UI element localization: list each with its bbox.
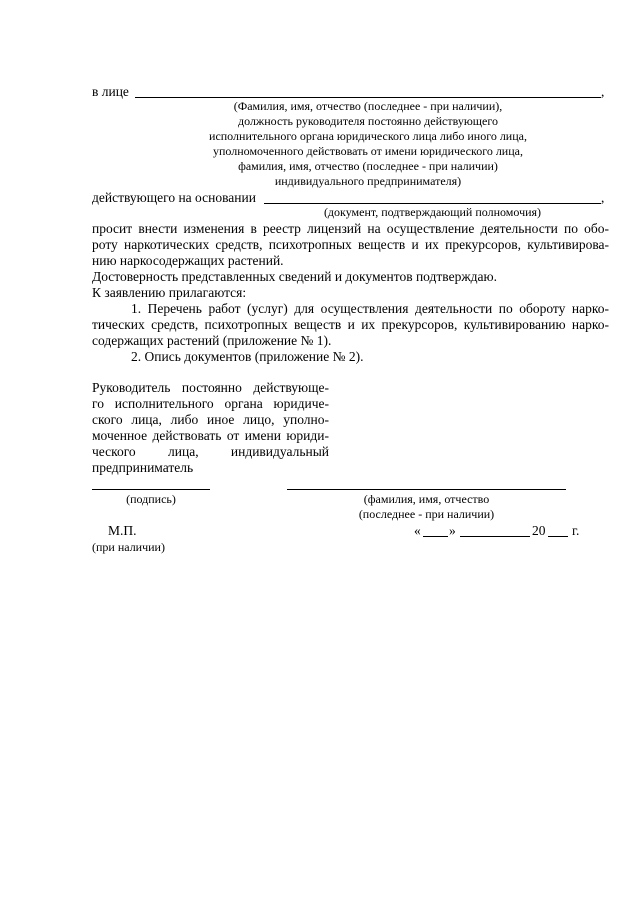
representative-hint-4: уполномоченного действовать от имени юридического лица, — [213, 144, 523, 158]
signer-line-4: моченное действовать от имени юриди- — [92, 428, 329, 443]
representative-prefix: в лице — [92, 84, 129, 99]
request-line-1: просит внести изменения в реестр лицензий на осуществление деятельности по обо- — [92, 221, 609, 236]
representative-field[interactable] — [135, 97, 601, 98]
representative-hint-1: (Фамилия, имя, отчество (последнее - при наличии), — [233, 99, 503, 113]
date-open-quote: « — [414, 523, 421, 538]
representative-hint-3: исполнительного органа юридического лица либо иного лица, — [209, 129, 527, 143]
attachment-1-line-2: тических средств, психотропных веществ и их прекурсоров, культивированию нарко- — [92, 317, 609, 332]
basis-field[interactable] — [264, 203, 601, 204]
attach-intro: К заявлению прилагаются: — [92, 285, 247, 300]
signer-line-2: го исполнительного органа юридиче- — [92, 396, 329, 411]
representative-hint-5: фамилия, имя, отчество (последнее - при наличии) — [238, 159, 498, 173]
signer-line-5: ческого лица, индивидуальный — [92, 444, 329, 459]
name-hint-2: (последнее - при наличии) — [358, 507, 495, 521]
attachment-1-line-1: 1. Перечень работ (услуг) для осуществления деятельности по обороту нарко- — [131, 301, 609, 316]
stamp-hint: (при наличии) — [92, 540, 165, 554]
representative-suffix: , — [601, 84, 605, 99]
signer-line-1: Руководитель постоянно действующе- — [92, 380, 329, 395]
representative-hint-2: должность руководителя постоянно действующего — [238, 114, 498, 128]
confirm-text: Достоверность представленных сведений и документов подтверждаю. — [92, 269, 497, 284]
signer-line-6: предприниматель — [92, 460, 194, 475]
signature-hint: (подпись) — [126, 492, 176, 506]
date-suffix: г. — [572, 523, 580, 538]
name-hint-1: (фамилия, имя, отчество — [363, 492, 490, 506]
basis-suffix: , — [601, 190, 605, 205]
representative-hint-6: индивидуального предпринимателя) — [274, 174, 462, 188]
request-line-2: роту наркотических средств, психотропных веществ и их прекурсоров, культивирова- — [92, 237, 609, 252]
date-month-field[interactable] — [460, 536, 530, 537]
basis-hint: (документ, подтверждающий полномочия) — [323, 205, 542, 219]
date-day-field[interactable] — [423, 536, 448, 537]
date-close-quote: » — [449, 523, 456, 538]
basis-prefix: действующего на основании — [92, 190, 256, 205]
request-line-3: нию наркосодержащих растений. — [92, 253, 284, 268]
date-year-field[interactable] — [548, 536, 568, 537]
full-name-field[interactable] — [287, 489, 566, 490]
date-year-prefix: 20 — [532, 523, 546, 538]
attachment-1-line-3: содержащих растений (приложение № 1). — [92, 333, 332, 348]
signature-field[interactable] — [92, 489, 210, 490]
signer-line-3: ского лица, либо иное лицо, уполно- — [92, 412, 329, 427]
attachment-2: 2. Опись документов (приложение № 2). — [131, 349, 364, 364]
stamp-label: М.П. — [108, 523, 137, 538]
